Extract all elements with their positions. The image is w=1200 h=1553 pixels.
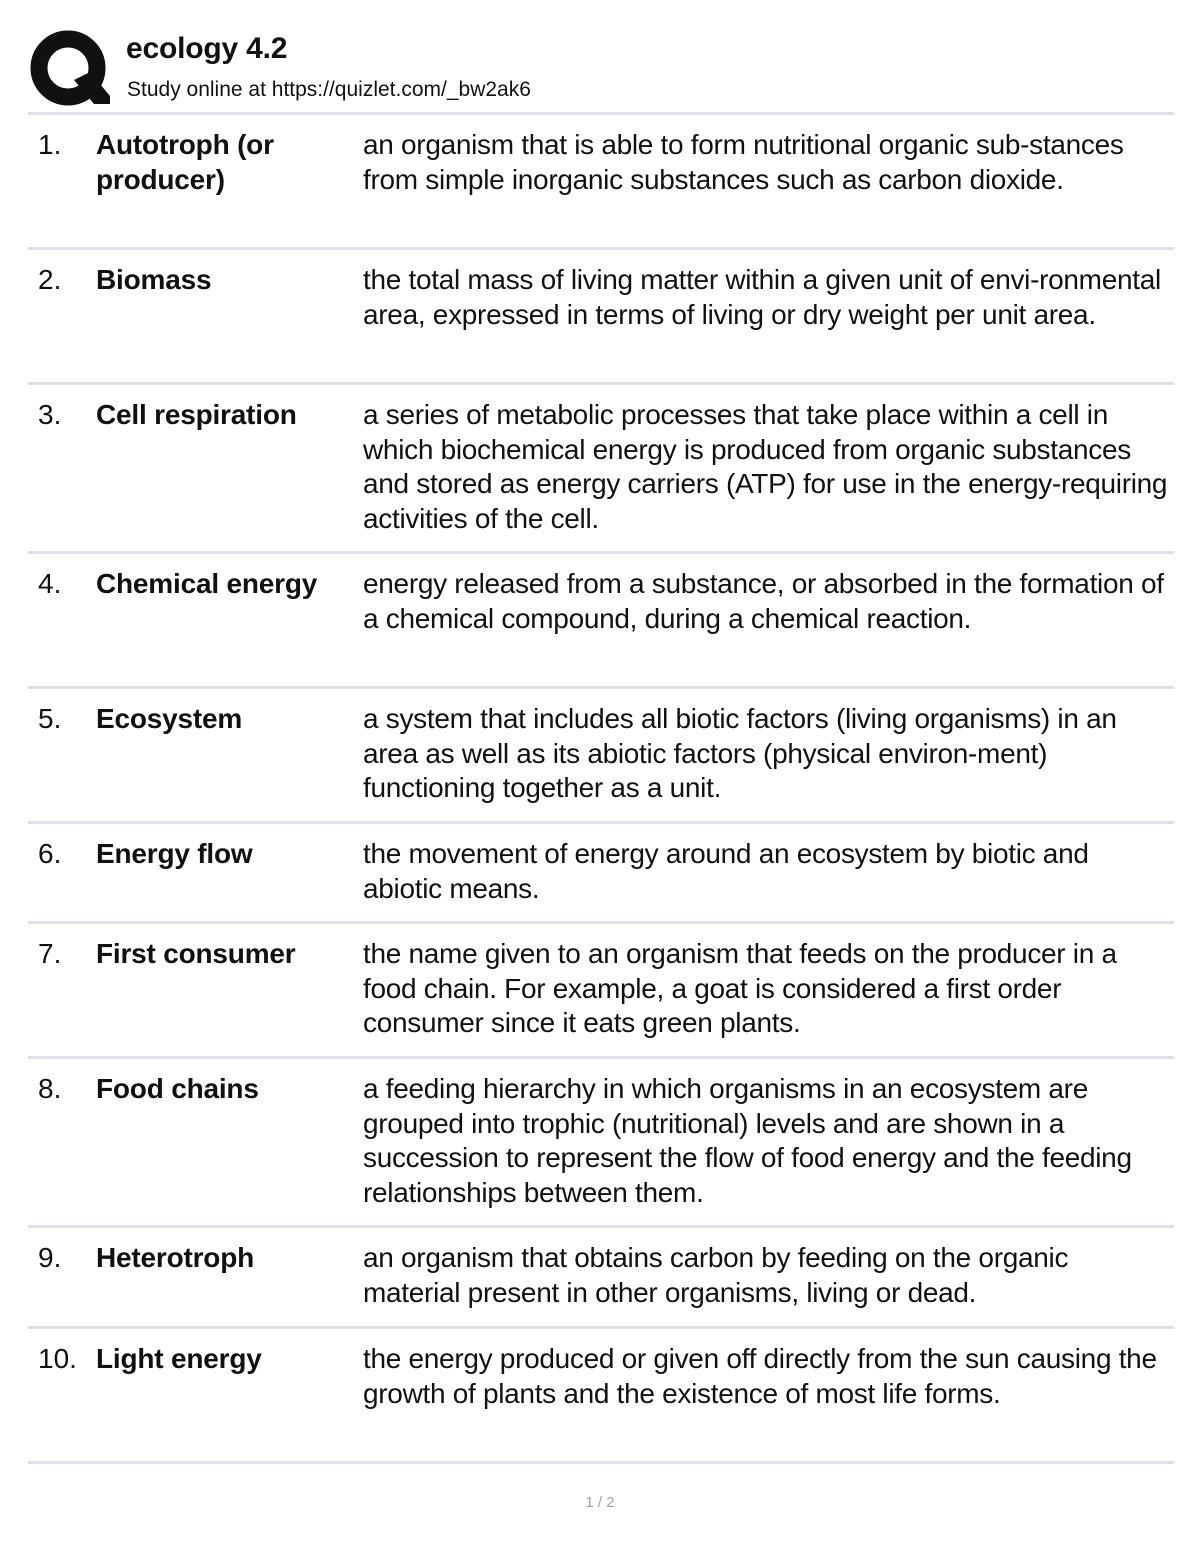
card-term: Food chains bbox=[96, 1073, 259, 1104]
flashcard-row bbox=[28, 924, 1174, 1059]
card-number: 2. bbox=[38, 264, 62, 295]
card-definition: a system that includes all biotic factors (living organisms) in an area as well as its abiotic factors (physical environ-ment) functioning together as a unit. bbox=[363, 703, 1117, 803]
flashcard-row bbox=[28, 385, 1174, 554]
card-term: First consumer bbox=[96, 938, 296, 969]
card-number: 5. bbox=[38, 703, 62, 734]
card-term: Autotroph (or producer) bbox=[96, 129, 274, 195]
flashcard-row bbox=[28, 1228, 1174, 1329]
card-definition: the total mass of living matter within a given unit of envi-ronmental area, expressed in terms of living or dry weight per unit area. bbox=[363, 264, 1161, 330]
card-number: 8. bbox=[38, 1073, 62, 1104]
card-definition: the name given to an organism that feeds on the producer in a food chain. For example, a goat is considered a first order consumer since it eats green plants. bbox=[363, 938, 1117, 1038]
card-term: Light energy bbox=[96, 1343, 262, 1374]
card-definition: a feeding hierarchy in which organisms in an ecosystem are grouped into trophic (nutritional) levels and are shown in a succession to represent the flow of food energy and the feeding relationships between them. bbox=[363, 1073, 1132, 1208]
card-number: 10. bbox=[38, 1343, 77, 1374]
card-definition: an organism that obtains carbon by feeding on the organic material present in other organisms, living or dead. bbox=[363, 1242, 1069, 1308]
flashcard-row bbox=[28, 689, 1174, 824]
card-number: 7. bbox=[38, 938, 62, 969]
flashcard-row bbox=[28, 824, 1174, 924]
card-number: 1. bbox=[38, 129, 62, 160]
flashcard-row bbox=[28, 115, 1174, 250]
card-term: Energy flow bbox=[96, 838, 253, 869]
card-definition: the movement of energy around an ecosystem by biotic and abiotic means. bbox=[363, 838, 1089, 904]
study-link: Study online at https://quizlet.com/_bw2ak6 bbox=[127, 78, 531, 101]
card-number: 9. bbox=[38, 1242, 62, 1273]
card-definition: an organism that is able to form nutritional organic sub-stances from simple inorganic substances such as carbon dioxide. bbox=[363, 129, 1124, 195]
card-term: Cell respiration bbox=[96, 399, 297, 430]
flashcard-row bbox=[28, 250, 1174, 385]
card-number: 6. bbox=[38, 838, 62, 869]
flashcard-list bbox=[28, 112, 1174, 1464]
flashcard-row bbox=[28, 1329, 1174, 1464]
card-definition: a series of metabolic processes that take place within a cell in which biochemical energy is produced from organic substances and stored as energy carriers (ATP) for use in the energy-requiring activities of the cell. bbox=[363, 399, 1168, 534]
page-title: ecology 4.2 bbox=[126, 32, 288, 65]
flashcard-row bbox=[28, 554, 1174, 689]
card-term: Biomass bbox=[96, 264, 212, 295]
card-term: Ecosystem bbox=[96, 703, 243, 734]
card-term: Chemical energy bbox=[96, 568, 318, 599]
card-definition: energy released from a substance, or absorbed in the formation of a chemical compound, during a chemical reaction. bbox=[363, 568, 1164, 634]
card-term: Heterotroph bbox=[96, 1242, 255, 1273]
flashcard-row bbox=[28, 1059, 1174, 1228]
card-number: 3. bbox=[38, 399, 62, 430]
page-number: 1 / 2 bbox=[585, 1494, 615, 1511]
card-number: 4. bbox=[38, 568, 62, 599]
quizlet-logo-icon bbox=[30, 30, 110, 110]
card-definition: the energy produced or given off directly from the sun causing the growth of plants and the existence of most life forms. bbox=[363, 1343, 1157, 1409]
page-header bbox=[28, 28, 1174, 112]
